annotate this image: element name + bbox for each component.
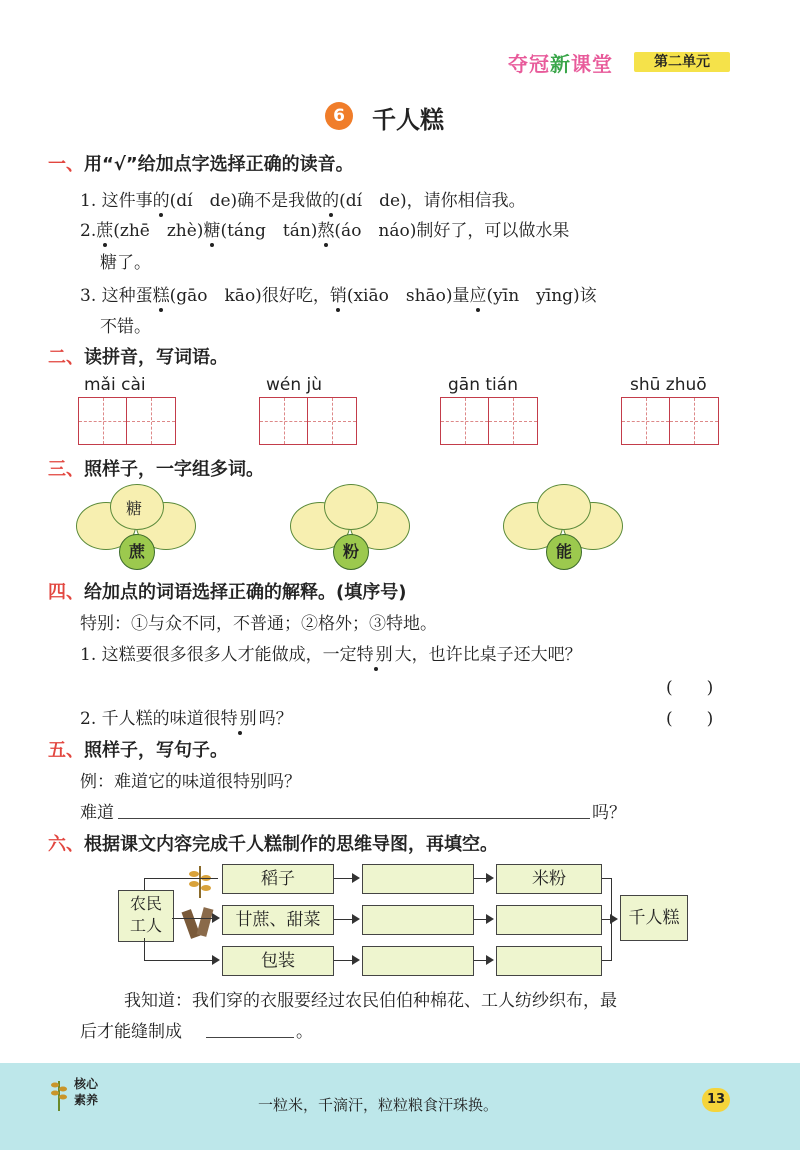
arrow — [474, 960, 492, 961]
unit-label: 第二单元 — [634, 52, 730, 72]
footer-motto: 一粒米，千滴汗，粒粒粮食汗珠换。 — [258, 1096, 499, 1114]
wheat-icon — [46, 1073, 72, 1113]
pinyin-4: shū zhuō — [630, 375, 707, 395]
word-flower-1 — [76, 484, 196, 574]
row1-box: 稻子 — [222, 864, 334, 894]
arrow — [334, 960, 358, 961]
s1-question-1: 1. 这件事的(dí de)确不是我做的(dí de)，请你相信我。 — [80, 186, 526, 211]
s1-question-2-cont: 糖了。 — [100, 253, 151, 273]
answer-paren-1[interactable]: ( ) — [666, 678, 714, 698]
blank-box-4[interactable] — [496, 905, 602, 935]
source-box: 农民 工人 — [118, 890, 174, 942]
pinyin-1: mǎi cài — [84, 375, 146, 395]
s4-question-2: 2. 千人糕的味道很特别吗？ — [80, 704, 293, 729]
writing-grid-3[interactable] — [440, 397, 538, 445]
blank-box-2[interactable] — [362, 905, 474, 935]
s1-question-3: 3. 这种蛋糕(gāo kāo)很好吃，销(xiāo shāo)量应(yīn yīng)该 — [80, 281, 597, 306]
blank-box-3[interactable] — [362, 946, 474, 976]
brand-logo: 夺冠新课堂 — [508, 52, 613, 76]
word-flower-3 — [503, 484, 623, 574]
pinyin-3: gān tián — [448, 375, 518, 395]
section-2-heading: 二、读拼音，写词语。 — [48, 347, 228, 368]
fill-blank[interactable] — [206, 1037, 294, 1038]
fill-text-1: 我知道：我们穿的衣服要经过农民伯伯种棉花、工人纺纱织布，最 — [124, 991, 617, 1011]
connector — [144, 878, 218, 879]
core-literacy-badge: 核心 素养 — [74, 1077, 99, 1107]
blank-box-5[interactable] — [496, 946, 602, 976]
writing-grid-2[interactable] — [259, 397, 357, 445]
fill-text-2: 后才能缝制成 — [80, 1022, 182, 1042]
word-flower-2 — [290, 484, 410, 574]
petal[interactable] — [324, 484, 378, 530]
flower-example-word: 糖 — [126, 499, 143, 518]
arrow — [334, 878, 358, 879]
sentence-suffix: 吗？ — [592, 803, 626, 823]
lesson-title: 千人糕 — [372, 106, 444, 134]
row2-box: 甘蔗、甜菜 — [222, 905, 334, 935]
flower-center: 粉 — [333, 534, 369, 570]
pinyin-2: wén jù — [266, 375, 323, 395]
grain-wood-icon — [180, 862, 220, 942]
fill-end: 。 — [296, 1022, 313, 1042]
row1-end-box: 米粉 — [496, 864, 602, 894]
example-sentence: 例：难道它的味道很特别吗？ — [80, 772, 301, 792]
section-1-heading: 一、用“√”给加点字选择正确的读音。 — [48, 154, 354, 175]
writing-grid-1[interactable] — [78, 397, 176, 445]
row3-box: 包装 — [222, 946, 334, 976]
s1-question-3-cont: 不错。 — [100, 317, 151, 337]
writing-grid-4[interactable] — [621, 397, 719, 445]
section-3-heading: 三、照样子，一字组多词。 — [48, 459, 264, 480]
lesson-number: 6 — [325, 102, 353, 130]
connector — [144, 878, 145, 890]
section-6-heading: 六、根据课文内容完成千人糕制作的思维导图，再填空。 — [48, 834, 498, 855]
flower-center: 蔗 — [119, 534, 155, 570]
section-5-heading: 五、照样子，写句子。 — [48, 740, 228, 761]
sentence-blank[interactable] — [118, 818, 590, 819]
arrow — [144, 960, 218, 961]
connector — [144, 938, 145, 960]
section-4-heading: 四、给加点的词语选择正确的解释。(填序号) — [48, 582, 407, 603]
flower-center: 能 — [546, 534, 582, 570]
arrow — [334, 919, 358, 920]
connector — [602, 960, 612, 961]
result-box: 千人糕 — [620, 895, 688, 941]
arrow — [474, 919, 492, 920]
arrow — [172, 918, 218, 919]
page-number: 13 — [702, 1088, 730, 1112]
arrow — [602, 919, 616, 920]
petal[interactable] — [537, 484, 591, 530]
sentence-prefix: 难道 — [80, 803, 114, 823]
definition: 特别：①与众不同，不普通；②格外；③特地。 — [80, 614, 437, 634]
answer-paren-2[interactable]: ( ) — [666, 709, 714, 729]
arrow — [474, 878, 492, 879]
s1-question-2: 2.蔗(zhē zhè)糖(táng tán)熬(áo náo)制好了，可以做水果 — [80, 216, 569, 241]
s4-question-1: 1. 这糕要很多很多人才能做成，一定特别大，也许比桌子还大吧？ — [80, 640, 582, 665]
blank-box-1[interactable] — [362, 864, 474, 894]
